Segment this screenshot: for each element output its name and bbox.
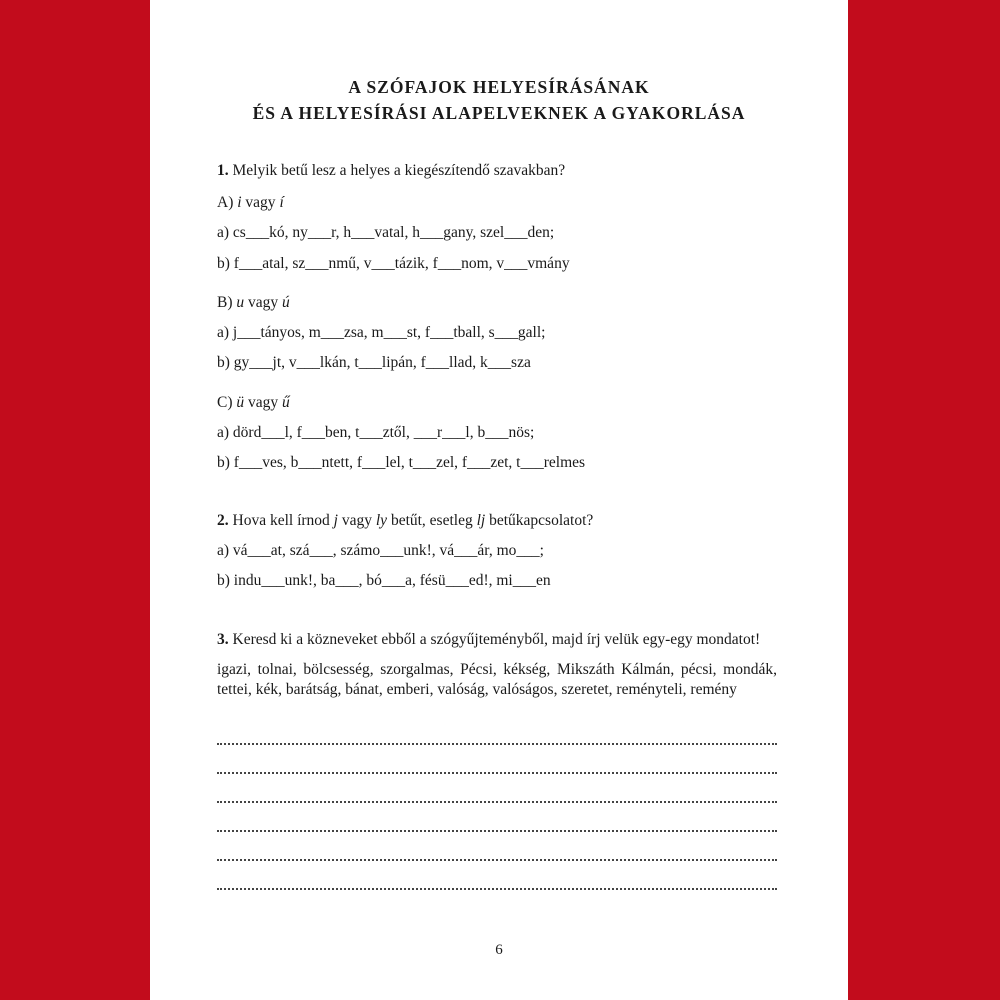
section-c-prefix: C)	[217, 394, 237, 411]
answer-line[interactable]	[217, 882, 777, 890]
page-title-line-2: ÉS A HELYESÍRÁSI ALAPELVEKNEK A GYAKORLÁSA	[252, 103, 746, 123]
task-2-letter-ly: ly	[375, 512, 388, 529]
workbook-page	[150, 0, 848, 1000]
task-2-letter-j: j	[333, 512, 338, 529]
task-1-b-row-b: b) gy___jt, v___lkán, t___lipán, f___llad, k___sza	[217, 354, 531, 371]
section-a-or: vagy	[241, 194, 280, 211]
answer-line[interactable]	[217, 737, 777, 745]
section-a-letter-1: i	[237, 194, 242, 211]
task-2-text-3: betűt, esetleg	[387, 512, 477, 529]
task-1-c-row-a: a) dörd___l, f___ben, t___ztől, ___r___l, b___nös;	[217, 424, 535, 441]
section-c-or: vagy	[244, 394, 283, 411]
task-2-row-b: b) indu___unk!, ba___, bó___a, fésü___ed!, mi___en	[217, 572, 551, 589]
section-c-letter-2: ű	[282, 394, 290, 411]
page-title-line-1: A SZÓFAJOK HELYESÍRÁSÁNAK	[348, 77, 650, 97]
task-2-letter-lj: lj	[476, 512, 486, 529]
answer-line[interactable]	[217, 853, 777, 861]
section-b-letter-2: ú	[282, 294, 290, 311]
task-1-question	[217, 161, 565, 181]
task-2-number: 2.	[217, 512, 229, 529]
section-b-letter-1: u	[236, 294, 245, 311]
task-3-question	[217, 630, 760, 650]
answer-line[interactable]	[217, 766, 777, 774]
task-1-number: 1.	[217, 162, 229, 179]
task-1-question-text: Melyik betű lesz a helyes a kiegészítendő szavakban?	[228, 162, 566, 179]
task-3-question-text: Keresd ki a közneveket ebből a szógyűjteményből, majd írj velük egy-egy mondatot!	[228, 631, 761, 648]
task-1-a-row-a: a) cs___kó, ny___r, h___vatal, h___gany, szel___den;	[217, 224, 555, 241]
task-2-question	[217, 511, 593, 531]
answer-line[interactable]	[217, 795, 777, 803]
task-1-section-c-heading	[217, 393, 290, 413]
section-a-letter-2: í	[279, 194, 284, 211]
task-2-text-1: Hova kell írnod	[228, 512, 334, 529]
section-b-or: vagy	[244, 294, 283, 311]
section-b-prefix: B)	[217, 294, 237, 311]
task-1-b-row-a: a) j___tányos, m___zsa, m___st, f___tball, s___gall;	[217, 324, 546, 341]
task-1-a-row-b: b) f___atal, sz___nmű, v___tázik, f___nom, v___vmány	[217, 255, 570, 272]
section-a-prefix: A)	[217, 194, 238, 211]
task-3-word-list: igazi, tolnai, bölcsesség, szorgalmas, Pécsi, kékség, Mikszáth Kálmán, pécsi, mondák, tettei, kék, barátság, bánat, emberi, valóság, valóságos, szeretet, reményteli, remény	[217, 661, 777, 698]
task-1-c-row-b: b) f___ves, b___ntett, f___lel, t___zel, f___zet, t___relmes	[217, 454, 586, 471]
task-3-number: 3.	[217, 631, 229, 648]
answer-line[interactable]	[217, 824, 777, 832]
page-number: 6	[495, 942, 503, 958]
task-2-text-4: betűkapcsolatot?	[485, 512, 594, 529]
task-1-section-b-heading	[217, 293, 290, 313]
section-c-letter-1: ü	[236, 394, 245, 411]
task-2-row-a: a) vá___at, szá___, számo___unk!, vá___ár, mo___;	[217, 542, 544, 559]
task-1-section-a-heading	[217, 193, 284, 213]
task-2-text-2: vagy	[337, 512, 376, 529]
